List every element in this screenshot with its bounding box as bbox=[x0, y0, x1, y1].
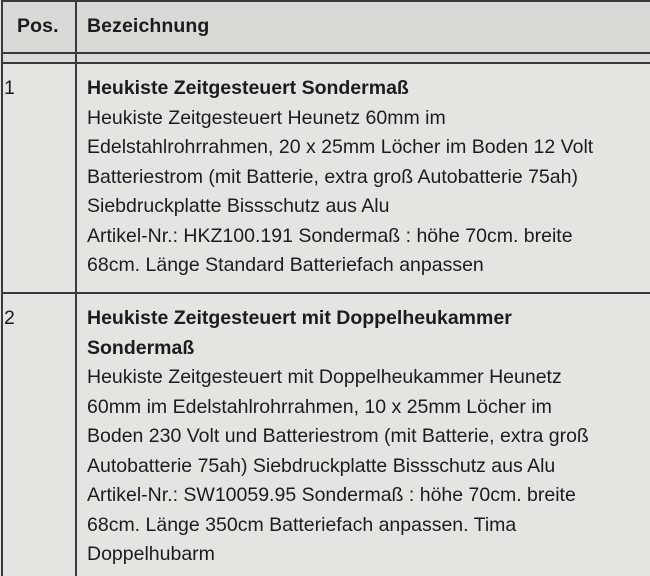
spacer-cell bbox=[2, 53, 76, 63]
item-text-line: Autobatterie 75ah) Siebdruckplatte Bissschutz aus Alu bbox=[87, 454, 556, 477]
item-text-line: Siebdruckplatte Bissschutz aus Alu bbox=[87, 195, 390, 217]
table-row bbox=[2, 63, 650, 293]
item-text-line: Edelstahlrohrrahmen, 20 x 25mm Löcher im Boden 12 Volt bbox=[87, 136, 594, 158]
item-title: Heukiste Zeitgesteuert Sondermaß bbox=[87, 77, 409, 99]
item-text-line: Heukiste Zeitgesteuert Heunetz 60mm im bbox=[87, 106, 446, 129]
spacer-cell bbox=[76, 53, 650, 63]
table-row bbox=[2, 293, 650, 576]
description-column-header: Bezeichnung bbox=[76, 1, 650, 53]
pos-column-header: Pos. bbox=[2, 1, 76, 53]
position-number: 2 bbox=[2, 293, 76, 576]
table-header-row bbox=[2, 1, 650, 53]
item-text-line: 60mm im Edelstahlrohrrahmen, 10 x 25mm Löcher im bbox=[87, 395, 552, 418]
position-number: 1 bbox=[2, 63, 76, 293]
item-description bbox=[76, 293, 650, 576]
item-title: Sondermaß bbox=[87, 336, 195, 359]
item-text-line: Batteriestrom (mit Batterie, extra groß Autobatterie 75ah) bbox=[87, 165, 578, 188]
item-title: Heukiste Zeitgesteuert mit Doppelheukammer bbox=[87, 307, 512, 329]
item-article-number-line: Artikel-Nr.: SW10059.95 Sondermaß : höhe 70cm. breite bbox=[87, 484, 576, 506]
table-spacer-row bbox=[2, 53, 650, 63]
item-text-line: Doppelhubarm bbox=[87, 543, 215, 565]
positions-table bbox=[1, 0, 650, 576]
item-text-line: 68cm. Länge Standard Batteriefach anpassen bbox=[87, 254, 484, 276]
item-article-number-line: Artikel-Nr.: HKZ100.191 Sondermaß : höhe 70cm. breite bbox=[87, 224, 573, 247]
item-description bbox=[76, 63, 650, 293]
item-text-line: 68cm. Länge 350cm Batteriefach anpassen. Tima bbox=[87, 513, 517, 536]
item-text-line: Boden 230 Volt und Batteriestrom (mit Batterie, extra groß bbox=[87, 425, 589, 447]
item-text-line: Heukiste Zeitgesteuert mit Doppelheukammer Heunetz bbox=[87, 366, 562, 388]
